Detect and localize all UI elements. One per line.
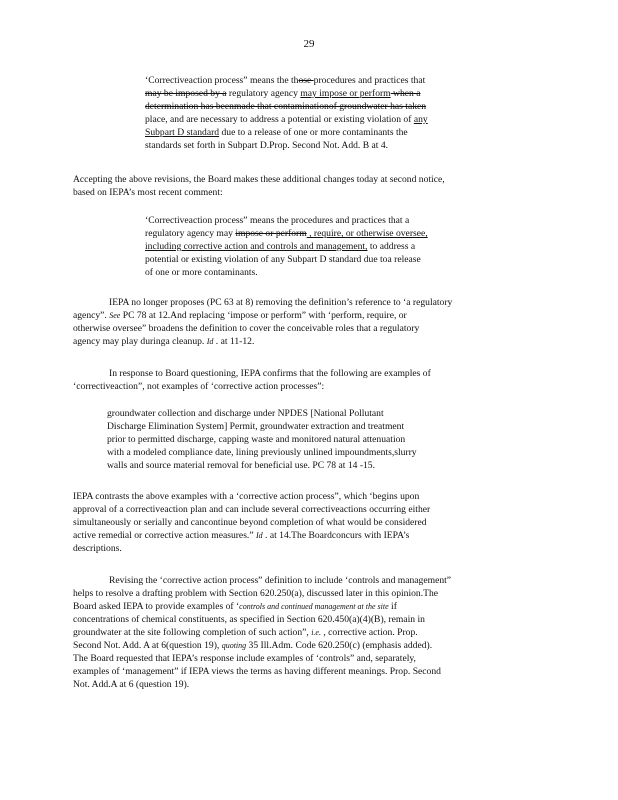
text-line: simultaneously or serially and cancontinue beyond completion of what would be considered <box>73 517 427 528</box>
text-line: descriptions. <box>73 543 122 554</box>
text-run: regulatory agency <box>226 88 301 99</box>
text-line: of one or more contaminants. <box>145 267 258 278</box>
text-run: active remedial or corrective action measures.” <box>73 530 256 541</box>
paragraph-accepting-revisions <box>73 173 538 199</box>
text-line: based on IEPA’s most recent comment: <box>73 187 223 198</box>
text-line: walls and source material removal for beneficial use. PC 78 at 14 -15. <box>107 460 376 471</box>
text-line <box>73 600 538 613</box>
italic-quote: controls and continued management at the site <box>239 602 389 611</box>
underlined-text: including corrective action and controls and management, <box>145 241 368 252</box>
paragraph-board-questioning <box>73 367 538 393</box>
paragraph-iepa-no-longer-proposes <box>73 296 538 348</box>
text-line <box>73 335 538 348</box>
text-line: otherwise oversee” broadens the definition to cover the conceivable roles that a regulatory <box>73 323 420 334</box>
citation-signal: Id <box>206 337 214 346</box>
text-run: due to a release of one or more contaminants the <box>219 127 408 138</box>
text-run: PC 78 at 12.And replacing ‘impose or perform” with ‘perform, require, or <box>120 310 407 321</box>
citation-signal: i.e. <box>311 628 321 637</box>
text-line <box>73 639 538 652</box>
struck-text: when a <box>390 88 421 99</box>
text-line: with a modeled compliance date, lining previously unlined impoundments,slurry <box>107 447 417 458</box>
text-line <box>145 227 485 240</box>
text-line <box>145 100 500 113</box>
struck-text: may be imposed by a <box>145 88 227 99</box>
text-run: place, and are necessary to address a potential or existing violation of <box>145 114 414 125</box>
text-line: ‘correctiveaction”, not examples of ‘corrective action processes”: <box>73 381 325 392</box>
text-line: IEPA contrasts the above examples with a ‘corrective action process”, which ‘begins upon <box>73 491 420 502</box>
text-line: ‘Correctiveaction process” means the procedures and practices that a <box>145 215 410 226</box>
text-line: Discharge Elimination System] Permit, groundwater extraction and treatment <box>107 421 405 432</box>
text-line <box>73 529 538 542</box>
underlined-text: any <box>413 114 428 125</box>
text-line <box>145 240 485 253</box>
text-line: prior to permitted discharge, capping waste and monitored natural attenuation <box>107 434 406 445</box>
text-run: if <box>388 601 397 612</box>
text-line: IEPA no longer proposes (PC 63 at 8) removing the definition’s reference to ‘a regulatory <box>109 297 453 308</box>
text-run: agency”. <box>73 310 110 321</box>
page-number: 29 <box>303 38 315 50</box>
text-run: groundwater at the site following completion of such action”, <box>73 627 312 638</box>
text-line <box>145 74 500 87</box>
text-line: Accepting the above revisions, the Board makes these additional changes today at second notice, <box>73 174 445 185</box>
text-line: concentrations of chemical constituents, as specified in Section 620.450(a)(4)(B), remain in <box>73 614 425 625</box>
citation-signal: Id <box>255 531 263 540</box>
text-line: Not. Add.A at 6 (question 19). <box>73 679 190 690</box>
text-run: Second Not. Add. A at 6(question 19), <box>73 640 222 651</box>
text-run: . at 14.The Boardconcurs with IEPA’s <box>262 530 410 541</box>
text-run: Board asked IEPA to provide examples of ‘ <box>73 601 240 612</box>
block-quote-revised-definition <box>145 214 485 279</box>
text-line: examples of ‘management” if IEPA views the terms as having different meanings. Prop. Second <box>73 666 441 677</box>
struck-text: ose <box>298 75 314 86</box>
block-quote-examples <box>107 407 479 472</box>
text-line: approval of a correctiveaction plan and can include several correctiveactions occurring either <box>73 504 431 515</box>
text-line: standards set forth in Subpart D.Prop. Second Not. Add. B at 4. <box>145 140 389 151</box>
text-run: to address a <box>367 241 416 252</box>
text-line: Revising the ‘corrective action process” definition to include ‘controls and management” <box>109 575 452 586</box>
text-run: ‘Correctiveaction process” means the th <box>145 75 299 86</box>
text-line: helps to resolve a drafting problem with Section 620.250(a), discussed later in this opinion.The <box>73 588 439 599</box>
text-line <box>145 126 500 139</box>
text-run: . at 11-12. <box>213 336 255 347</box>
text-run: agency may play duringa cleanup. <box>73 336 207 347</box>
text-run: regulatory agency may <box>145 228 236 239</box>
citation-signal: See <box>109 311 121 320</box>
struck-text: determination has beenmade that contaminationof groundwater has taken <box>145 101 427 112</box>
text-run: , corrective action. Prop. <box>320 627 418 638</box>
text-line: The Board requested that IEPA’s response include examples of ‘controls” and, separately, <box>73 653 416 664</box>
underlined-text: , require, or otherwise oversee, <box>306 228 428 239</box>
struck-text: impose or perform <box>235 228 307 239</box>
citation-signal: quoting <box>221 641 247 650</box>
text-line <box>145 87 500 100</box>
paragraph-revising-definition <box>73 574 538 691</box>
text-run: procedures and practices that <box>313 75 426 86</box>
text-line <box>73 626 538 639</box>
block-quote-original-definition <box>145 74 500 152</box>
text-line: potential or existing violation of any Subpart D standard due toa release <box>145 254 421 265</box>
text-line <box>73 309 538 322</box>
underlined-text: may impose or perform <box>300 88 391 99</box>
text-run: 35 Ill.Adm. Code 620.250(c) (emphasis added). <box>246 640 433 651</box>
text-line: In response to Board questioning, IEPA confirms that the following are examples of <box>109 368 431 379</box>
paragraph-iepa-contrasts <box>73 490 538 555</box>
text-line <box>145 113 500 126</box>
text-line: groundwater collection and discharge under NPDES [National Pollutant <box>107 408 384 419</box>
underlined-text: Subpart D standard <box>145 127 220 138</box>
